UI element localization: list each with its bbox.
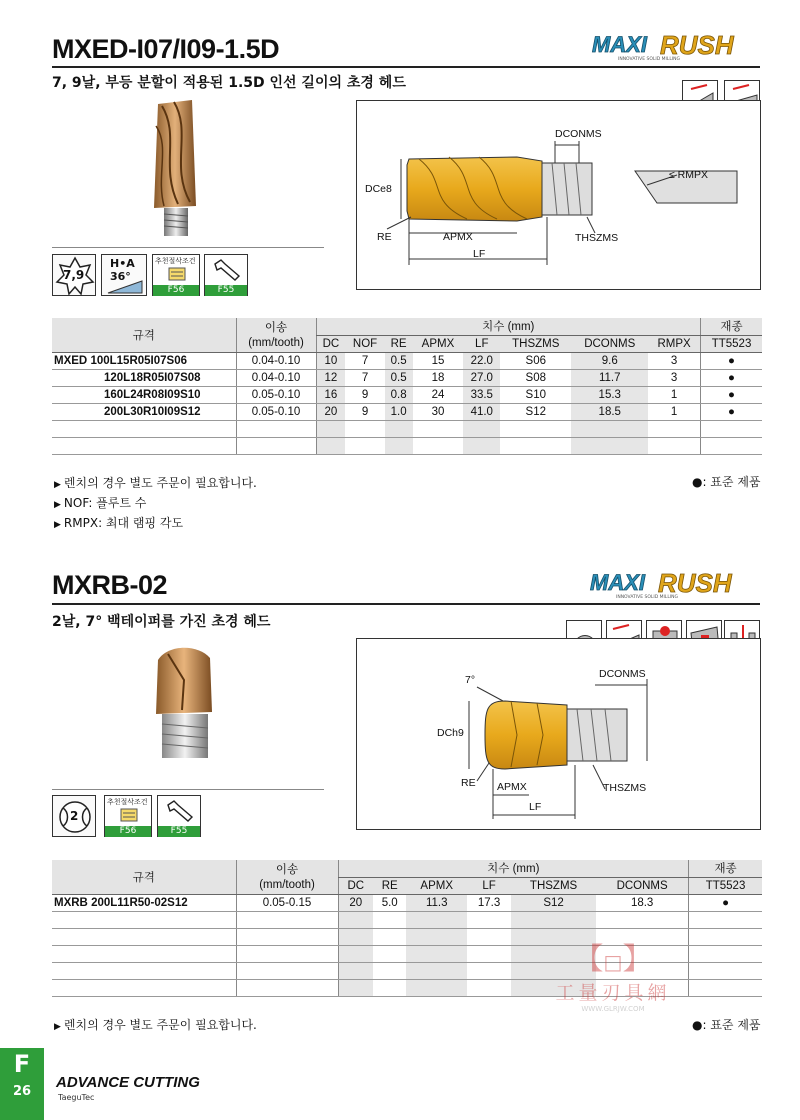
svg-text:INNOVATIVE SOLID MILLING: INNOVATIVE SOLID MILLING (618, 57, 681, 62)
chapter-tab: F 26 (0, 1048, 44, 1120)
mxrb-spec-table: 규격 이송 치수 (mm) 재종 (mm/tooth) DC RE APMX LF THSZMS DCONMS TT5523 MXRB 200L11R50-02S12 0.05-0.15 20 5.0 11.3 17.3 S12 18.3 ● (52, 860, 762, 997)
svg-text:MAXI: MAXI (590, 570, 645, 595)
table-row: MXRB 200L11R50-02S12 0.05-0.15 20 5.0 11.3 17.3 S12 18.3 ● (52, 894, 762, 911)
table-row-empty (52, 928, 762, 945)
standard-product-note: ●: 표준 제품 (692, 475, 761, 489)
mxed-dimension-diagram: DCONMS DCe8 RE APMX LF THSZMS ≤ RMPX (356, 100, 761, 290)
section1-title: MXED-I07/I09-1.5D (52, 34, 280, 64)
maxirush-logo (588, 30, 763, 62)
table-row-empty (52, 911, 762, 928)
mxrb-product-photo (138, 640, 228, 770)
svg-text:RUSH: RUSH (658, 568, 732, 598)
section2-notes: ▶ 렌치의 경우 별도 주문이 필요합니다. (54, 1018, 257, 1032)
standard-product-note: ●: 표준 제품 (692, 1018, 761, 1032)
flute-count-icon: 7,9 (52, 254, 96, 296)
brand-sub: TaeguTec (58, 1093, 95, 1102)
section1-notes: ▶ 렌치의 경우 별도 주문이 필요합니다. ▶ NOF: 플루트 수 ▶ RMPX: 최대 램핑 각도 (54, 476, 257, 530)
brand-logo: ADVANCE CUTTING (56, 1074, 200, 1091)
maxirush-logo (586, 568, 761, 600)
table-row: 200L30R10I09S12 0.05-0.10 20 9 1.0 30 41.0 S12 18.5 1 ● (52, 403, 762, 420)
table-row: 160L24R08I09S10 0.05-0.10 16 9 0.8 24 33.5 S10 15.3 1 ● (52, 386, 762, 403)
mxrb-dimension-diagram: 7° DCONMS DCh9 RE APMX LF THSZMS (356, 638, 761, 830)
section2-subtitle: 2날, 7° 백테이퍼를 가진 초경 헤드 (52, 614, 271, 630)
section2-title: MXRB-02 (52, 570, 168, 600)
helix-angle-icon: H•A 36° (101, 254, 147, 296)
flute-count-icon: 2 (52, 795, 96, 837)
mxed-product-photo (140, 96, 210, 241)
wrench-f55-icon[interactable]: F55 (157, 795, 201, 837)
svg-text:RUSH: RUSH (660, 30, 734, 60)
cutting-condition-f56-icon[interactable]: 추천절삭조건 F56 (152, 254, 200, 296)
table-row: 120L18R05I07S08 0.04-0.10 12 7 0.5 18 27.0 S08 11.7 3 ● (52, 369, 762, 386)
table-row-empty (52, 437, 762, 454)
svg-text:MAXI: MAXI (592, 32, 647, 57)
watermark: 【□】 工量刃具網 WWW.GLRJW.COM (555, 942, 671, 1013)
cutting-condition-f56-icon[interactable]: 추천절삭조건 F56 (104, 795, 152, 837)
table-row-empty (52, 420, 762, 437)
mxed-spec-table: 규격 이송 치수 (mm) 재종 (mm/tooth) DC NOF RE APMX LF THSZMS DCONMS RMPX TT5523 MXED 100L15R05I07S06 0.04-0.10 10 7 0.5 15 22.0 S06 9.6 3 ● 120L18R05I07S08 0.04-0.10 12 7 0.5 18 27.0 S08 11.7 3 ● 160L24R08I09S10 0.05-0.10 16 9 0.8 24 33.5 S10 15.3 1 ● 200L30R10I09S12 0.05-0.10 20 9 1.0 30 41.0 S12 18.5 1 ● (52, 318, 762, 455)
svg-text:INNOVATIVE SOLID MILLING: INNOVATIVE SOLID MILLING (616, 595, 679, 600)
wrench-f55-icon[interactable]: F55 (204, 254, 248, 296)
table-row: MXED 100L15R05I07S06 0.04-0.10 10 7 0.5 15 22.0 S06 9.6 3 ● (52, 352, 762, 369)
section1-subtitle: 7, 9날, 부등 분할이 적용된 1.5D 인선 길이의 초경 헤드 (52, 75, 406, 91)
